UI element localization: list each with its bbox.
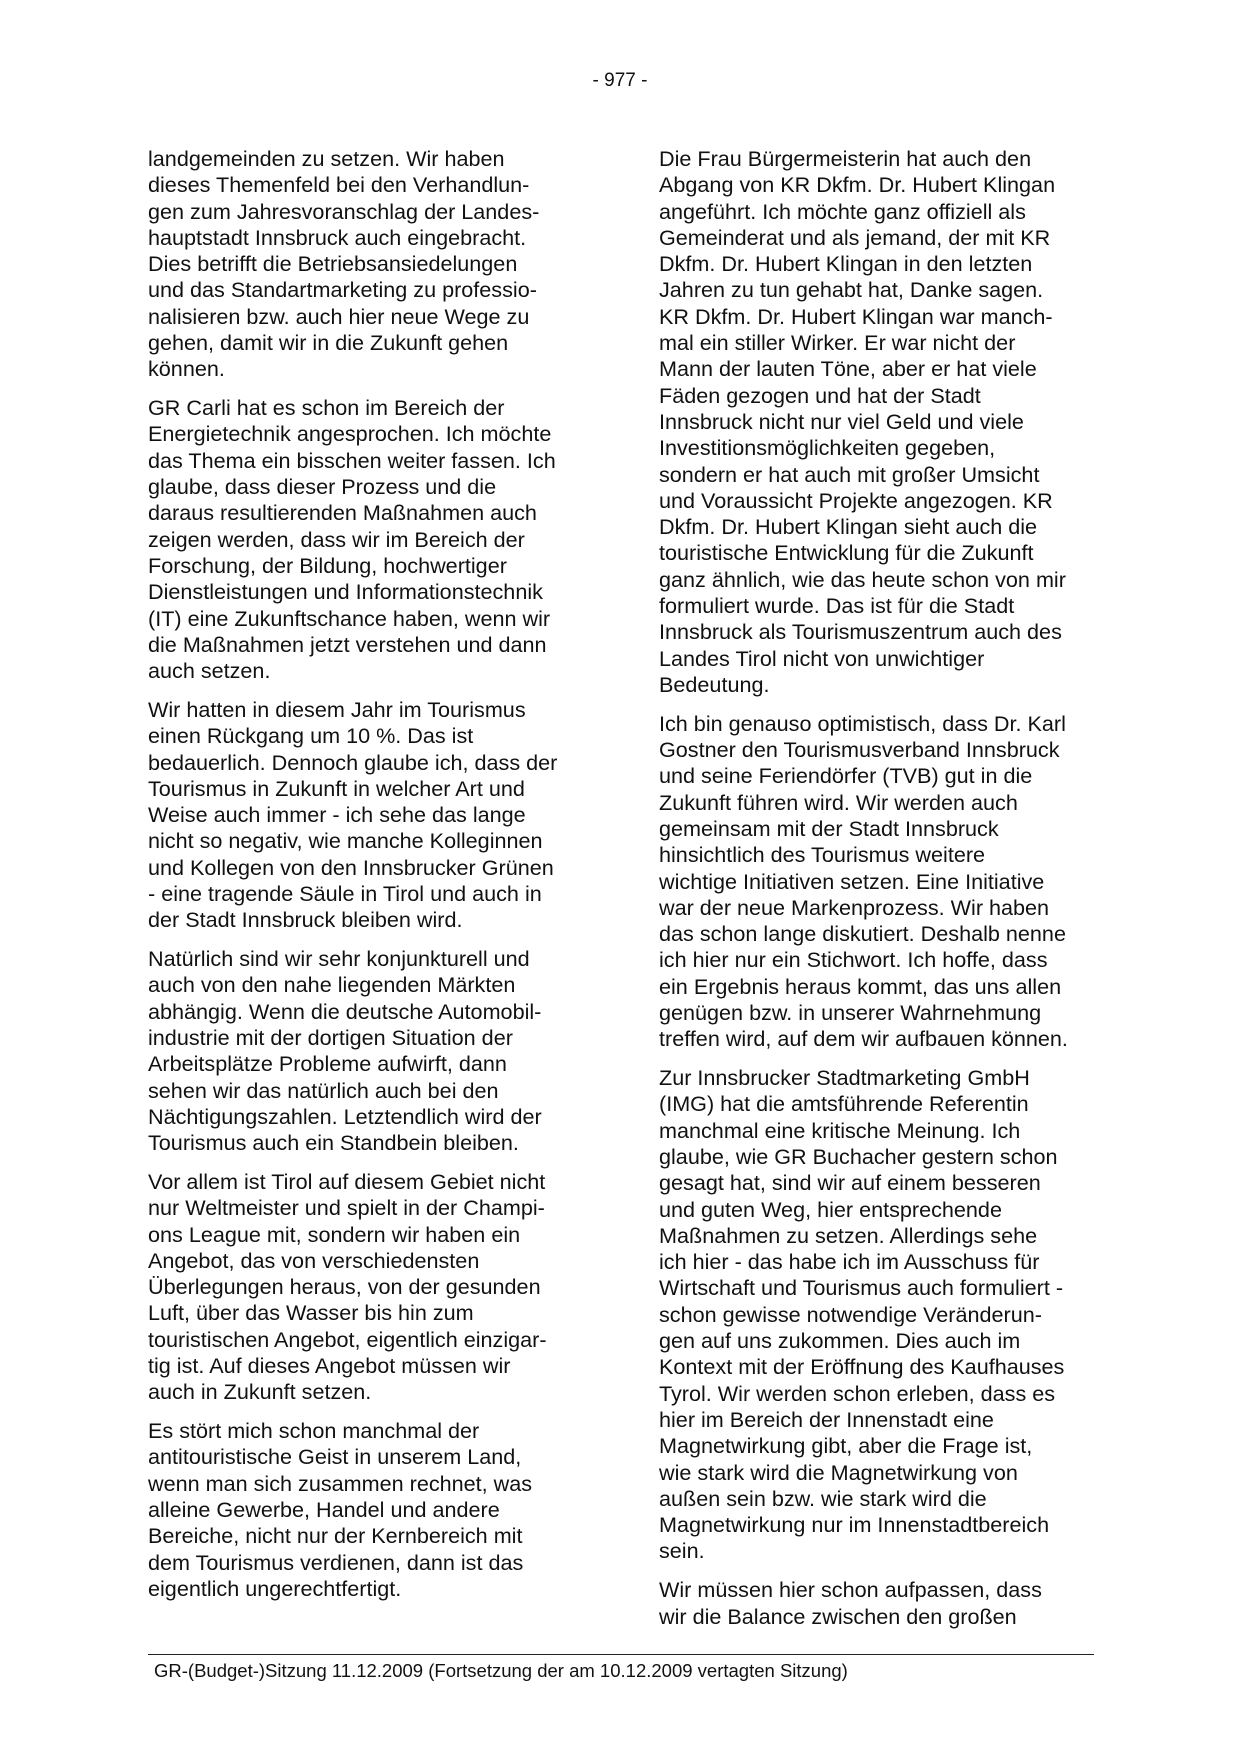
text-line: Ich bin genauso optimistisch, dass Dr. Karl: [659, 710, 1066, 736]
text-line: dem Tourismus verdienen, dann ist das: [148, 1549, 524, 1575]
text-line: das schon lange diskutiert. Deshalb nenne: [659, 921, 1066, 947]
text-line: war der neue Markenprozess. Wir haben: [659, 894, 1050, 920]
text-line: und Voraussicht Projekte angezogen. KR: [659, 487, 1053, 513]
text-line: gehen, damit wir in die Zukunft gehen: [148, 330, 509, 356]
text-line: ons League mit, sondern wir haben ein: [148, 1221, 521, 1247]
text-line: Zukunft führen wird. Wir werden auch: [659, 789, 1018, 815]
text-line: angeführt. Ich möchte ganz offiziell als: [659, 198, 1026, 224]
text-line: bedauerlich. Dennoch glaube ich, dass der: [148, 749, 558, 775]
text-line: einen Rückgang um 10 %. Das ist: [148, 723, 474, 749]
text-line: zeigen werden, dass wir im Bereich der: [148, 526, 525, 552]
text-line: gemeinsam mit der Stadt Innsbruck: [659, 815, 999, 841]
text-line: hauptstadt Innsbruck auch eingebracht.: [148, 224, 527, 250]
text-line: können.: [148, 356, 225, 382]
text-line: Kontext mit der Eröffnung des Kaufhauses: [659, 1354, 1065, 1380]
text-line: KR Dkfm. Dr. Hubert Klingan war manch-: [659, 303, 1053, 329]
paragraph: [659, 1065, 1093, 1565]
text-line: sehen wir das natürlich auch bei den: [148, 1077, 499, 1103]
text-line: Energietechnik angesprochen. Ich möchte: [148, 421, 552, 447]
text-line: Fäden gezogen und hat der Stadt: [659, 382, 981, 408]
text-line: wichtige Initiativen setzen. Eine Initiative: [659, 868, 1045, 894]
text-line: Bedeutung.: [659, 671, 770, 697]
text-line: Tyrol. Wir werden schon erleben, dass es: [659, 1380, 1056, 1406]
text-line: Forschung, der Bildung, hochwertiger: [148, 552, 507, 578]
paragraph: [148, 697, 582, 934]
text-line: Die Frau Bürgermeisterin hat auch den: [659, 146, 1032, 171]
paragraph: [659, 146, 1093, 698]
text-line: (IT) eine Zukunftschance haben, wenn wir: [148, 605, 551, 631]
text-line: Weise auch immer - ich sehe das lange: [148, 802, 526, 828]
footer-rule: [148, 1654, 1094, 1655]
text-line: und guten Weg, hier entsprechende: [659, 1196, 1002, 1222]
text-line: landgemeinden zu setzen. Wir haben: [148, 146, 505, 171]
text-line: industrie mit der dortigen Situation der: [148, 1025, 513, 1050]
right-column: [659, 146, 1093, 1642]
text-line: wenn man sich zusammen rechnet, was: [148, 1470, 533, 1496]
text-line: GR Carli hat es schon im Bereich der: [148, 395, 505, 421]
text-line: auch setzen.: [148, 658, 271, 684]
text-line: eigentlich ungerechtfertigt.: [148, 1575, 402, 1601]
text-line: Zur Innsbrucker Stadtmarketing GmbH: [659, 1065, 1030, 1091]
text-line: Abgang von KR Dkfm. Dr. Hubert Klingan: [659, 172, 1056, 198]
text-line: - eine tragende Säule in Tirol und auch in: [148, 881, 542, 907]
text-line: touristischen Angebot, eigentlich einzigar-: [148, 1326, 547, 1352]
text-line: glaube, wie GR Buchacher gestern schon: [659, 1143, 1058, 1169]
text-line: hier im Bereich der Innenstadt eine: [659, 1406, 994, 1432]
text-line: gen auf uns zukommen. Dies auch im: [659, 1328, 1021, 1354]
text-line: (IMG) hat die amtsführende Referentin: [659, 1091, 1029, 1117]
text-line: Angebot, das von verschiedensten: [148, 1247, 480, 1273]
text-line: sondern er hat auch mit großer Umsicht: [659, 461, 1040, 487]
text-line: Natürlich sind wir sehr konjunkturell und: [148, 946, 530, 972]
text-line: Wir hatten in diesem Jahr im Tourismus: [148, 696, 526, 722]
paragraph: [148, 1418, 582, 1602]
page-number: - 977 -: [592, 70, 648, 91]
text-line: Gostner den Tourismusverband Innsbruck: [659, 737, 1060, 763]
text-line: sein.: [659, 1538, 705, 1564]
text-line: Vor allem ist Tirol auf diesem Gebiet nicht: [148, 1168, 546, 1194]
text-line: genügen bzw. in unserer Wahrnehmung: [659, 1000, 1042, 1025]
text-line: Dkfm. Dr. Hubert Klingan in den letzten: [659, 251, 1033, 277]
text-line: Tourismus auch ein Standbein bleiben.: [148, 1130, 519, 1156]
text-line: Dienstleistungen und Informationstechnik: [148, 579, 543, 605]
text-line: wie stark wird die Magnetwirkung von: [659, 1459, 1018, 1485]
text-line: wir die Balance zwischen den großen: [659, 1603, 1017, 1629]
text-line: Es stört mich schon manchmal der: [148, 1418, 480, 1444]
text-line: Tourismus in Zukunft in welcher Art und: [148, 775, 525, 801]
text-line: ich hier - das habe ich im Ausschuss für: [659, 1249, 1040, 1275]
text-line: abhängig. Wenn die deutsche Automobil-: [148, 998, 542, 1024]
text-line: nalisieren bzw. auch hier neue Wege zu: [148, 303, 530, 329]
text-line: Innsbruck als Tourismuszentrum auch des: [659, 619, 1062, 645]
text-line: tig ist. Auf dieses Angebot müssen wir: [148, 1353, 511, 1379]
text-line: ich hier nur ein Stichwort. Ich hoffe, dass: [659, 947, 1048, 973]
text-line: ganz ähnlich, wie das heute schon von mir: [659, 566, 1066, 592]
text-line: Überlegungen heraus, von der gesunden: [148, 1274, 541, 1300]
text-line: Wir müssen hier schon aufpassen, dass: [659, 1577, 1042, 1603]
text-line: manchmal eine kritische Meinung. Ich: [659, 1117, 1021, 1143]
text-line: schon gewisse notwendige Veränderun-: [659, 1301, 1042, 1327]
paragraph: [148, 946, 582, 1156]
text-line: Dies betrifft die Betriebsansiedelungen: [148, 251, 518, 277]
text-line: hinsichtlich des Tourismus weitere: [659, 842, 986, 868]
text-line: Luft, über das Wasser bis hin zum: [148, 1300, 474, 1326]
text-line: dieses Themenfeld bei den Verhandlun-: [148, 172, 530, 198]
text-line: formuliert wurde. Das ist für die Stadt: [659, 593, 1015, 619]
text-line: Bereiche, nicht nur der Kernbereich mit: [148, 1523, 523, 1549]
text-line: daraus resultierenden Maßnahmen auch: [148, 500, 537, 526]
text-line: gesagt hat, sind wir auf einem besseren: [659, 1170, 1041, 1196]
text-line: Magnetwirkung gibt, aber die Frage ist,: [659, 1433, 1033, 1459]
text-line: glaube, dass dieser Prozess und die: [148, 474, 497, 500]
text-line: und Kollegen von den Innsbrucker Grünen: [148, 854, 554, 880]
text-line: nur Weltmeister und spielt in der Champi-: [148, 1195, 545, 1221]
text-line: Mann der lauten Töne, aber er hat viele: [659, 356, 1037, 382]
text-line: mal ein stiller Wirker. Er war nicht der: [659, 330, 1016, 356]
footer-text: GR-(Budget-)Sitzung 11.12.2009 (Fortsetzung der am 10.12.2009 vertagten Sitzung): [154, 1660, 848, 1681]
paragraph: [659, 711, 1093, 1053]
text-line: auch in Zukunft setzen.: [148, 1379, 372, 1405]
text-line: gen zum Jahresvoranschlag der Landes-: [148, 198, 540, 224]
text-line: ein Ergebnis heraus kommt, das uns allen: [659, 973, 1062, 999]
text-line: nicht so negativ, wie manche Kolleginnen: [148, 828, 543, 854]
text-line: das Thema ein bisschen weiter fassen. Ich: [148, 447, 556, 473]
text-line: Innsbruck nicht nur viel Geld und viele: [659, 408, 1024, 434]
text-line: Nächtigungszahlen. Letztendlich wird der: [148, 1103, 542, 1129]
paragraph: [659, 1577, 1093, 1630]
text-line: Gemeinderat und als jemand, der mit KR: [659, 224, 1051, 250]
text-line: die Maßnahmen jetzt verstehen und dann: [148, 631, 547, 657]
text-line: alleine Gewerbe, Handel und andere: [148, 1497, 500, 1523]
paragraph: [148, 1169, 582, 1406]
text-line: Magnetwirkung nur im Innenstadtbereich: [659, 1512, 1050, 1538]
text-line: auch von den nahe liegenden Märkten: [148, 972, 516, 998]
text-line: Landes Tirol nicht von unwichtiger: [659, 645, 985, 671]
text-line: treffen wird, auf dem wir aufbauen können.: [659, 1026, 1068, 1052]
text-line: touristische Entwicklung für die Zukunft: [659, 540, 1034, 566]
text-line: außen sein bzw. wie stark wird die: [659, 1485, 987, 1511]
paragraph: [148, 395, 582, 684]
paragraph: [148, 146, 582, 383]
text-line: der Stadt Innsbruck bleiben wird.: [148, 907, 463, 933]
text-line: Investitionsmöglichkeiten gegeben,: [659, 435, 996, 461]
text-line: Jahren zu tun gehabt hat, Danke sagen.: [659, 277, 1044, 303]
text-line: Wirtschaft und Tourismus auch formuliert -: [659, 1275, 1064, 1301]
text-line: Dkfm. Dr. Hubert Klingan sieht auch die: [659, 514, 1038, 540]
text-line: und seine Feriendörfer (TVB) gut in die: [659, 763, 1033, 789]
text-line: und das Standartmarketing zu professio-: [148, 277, 537, 303]
text-line: Arbeitsplätze Probleme aufwirft, dann: [148, 1051, 507, 1077]
text-line: antitouristische Geist in unserem Land,: [148, 1444, 522, 1470]
text-line: Maßnahmen zu setzen. Allerdings sehe: [659, 1222, 1038, 1248]
left-column: [148, 146, 582, 1615]
